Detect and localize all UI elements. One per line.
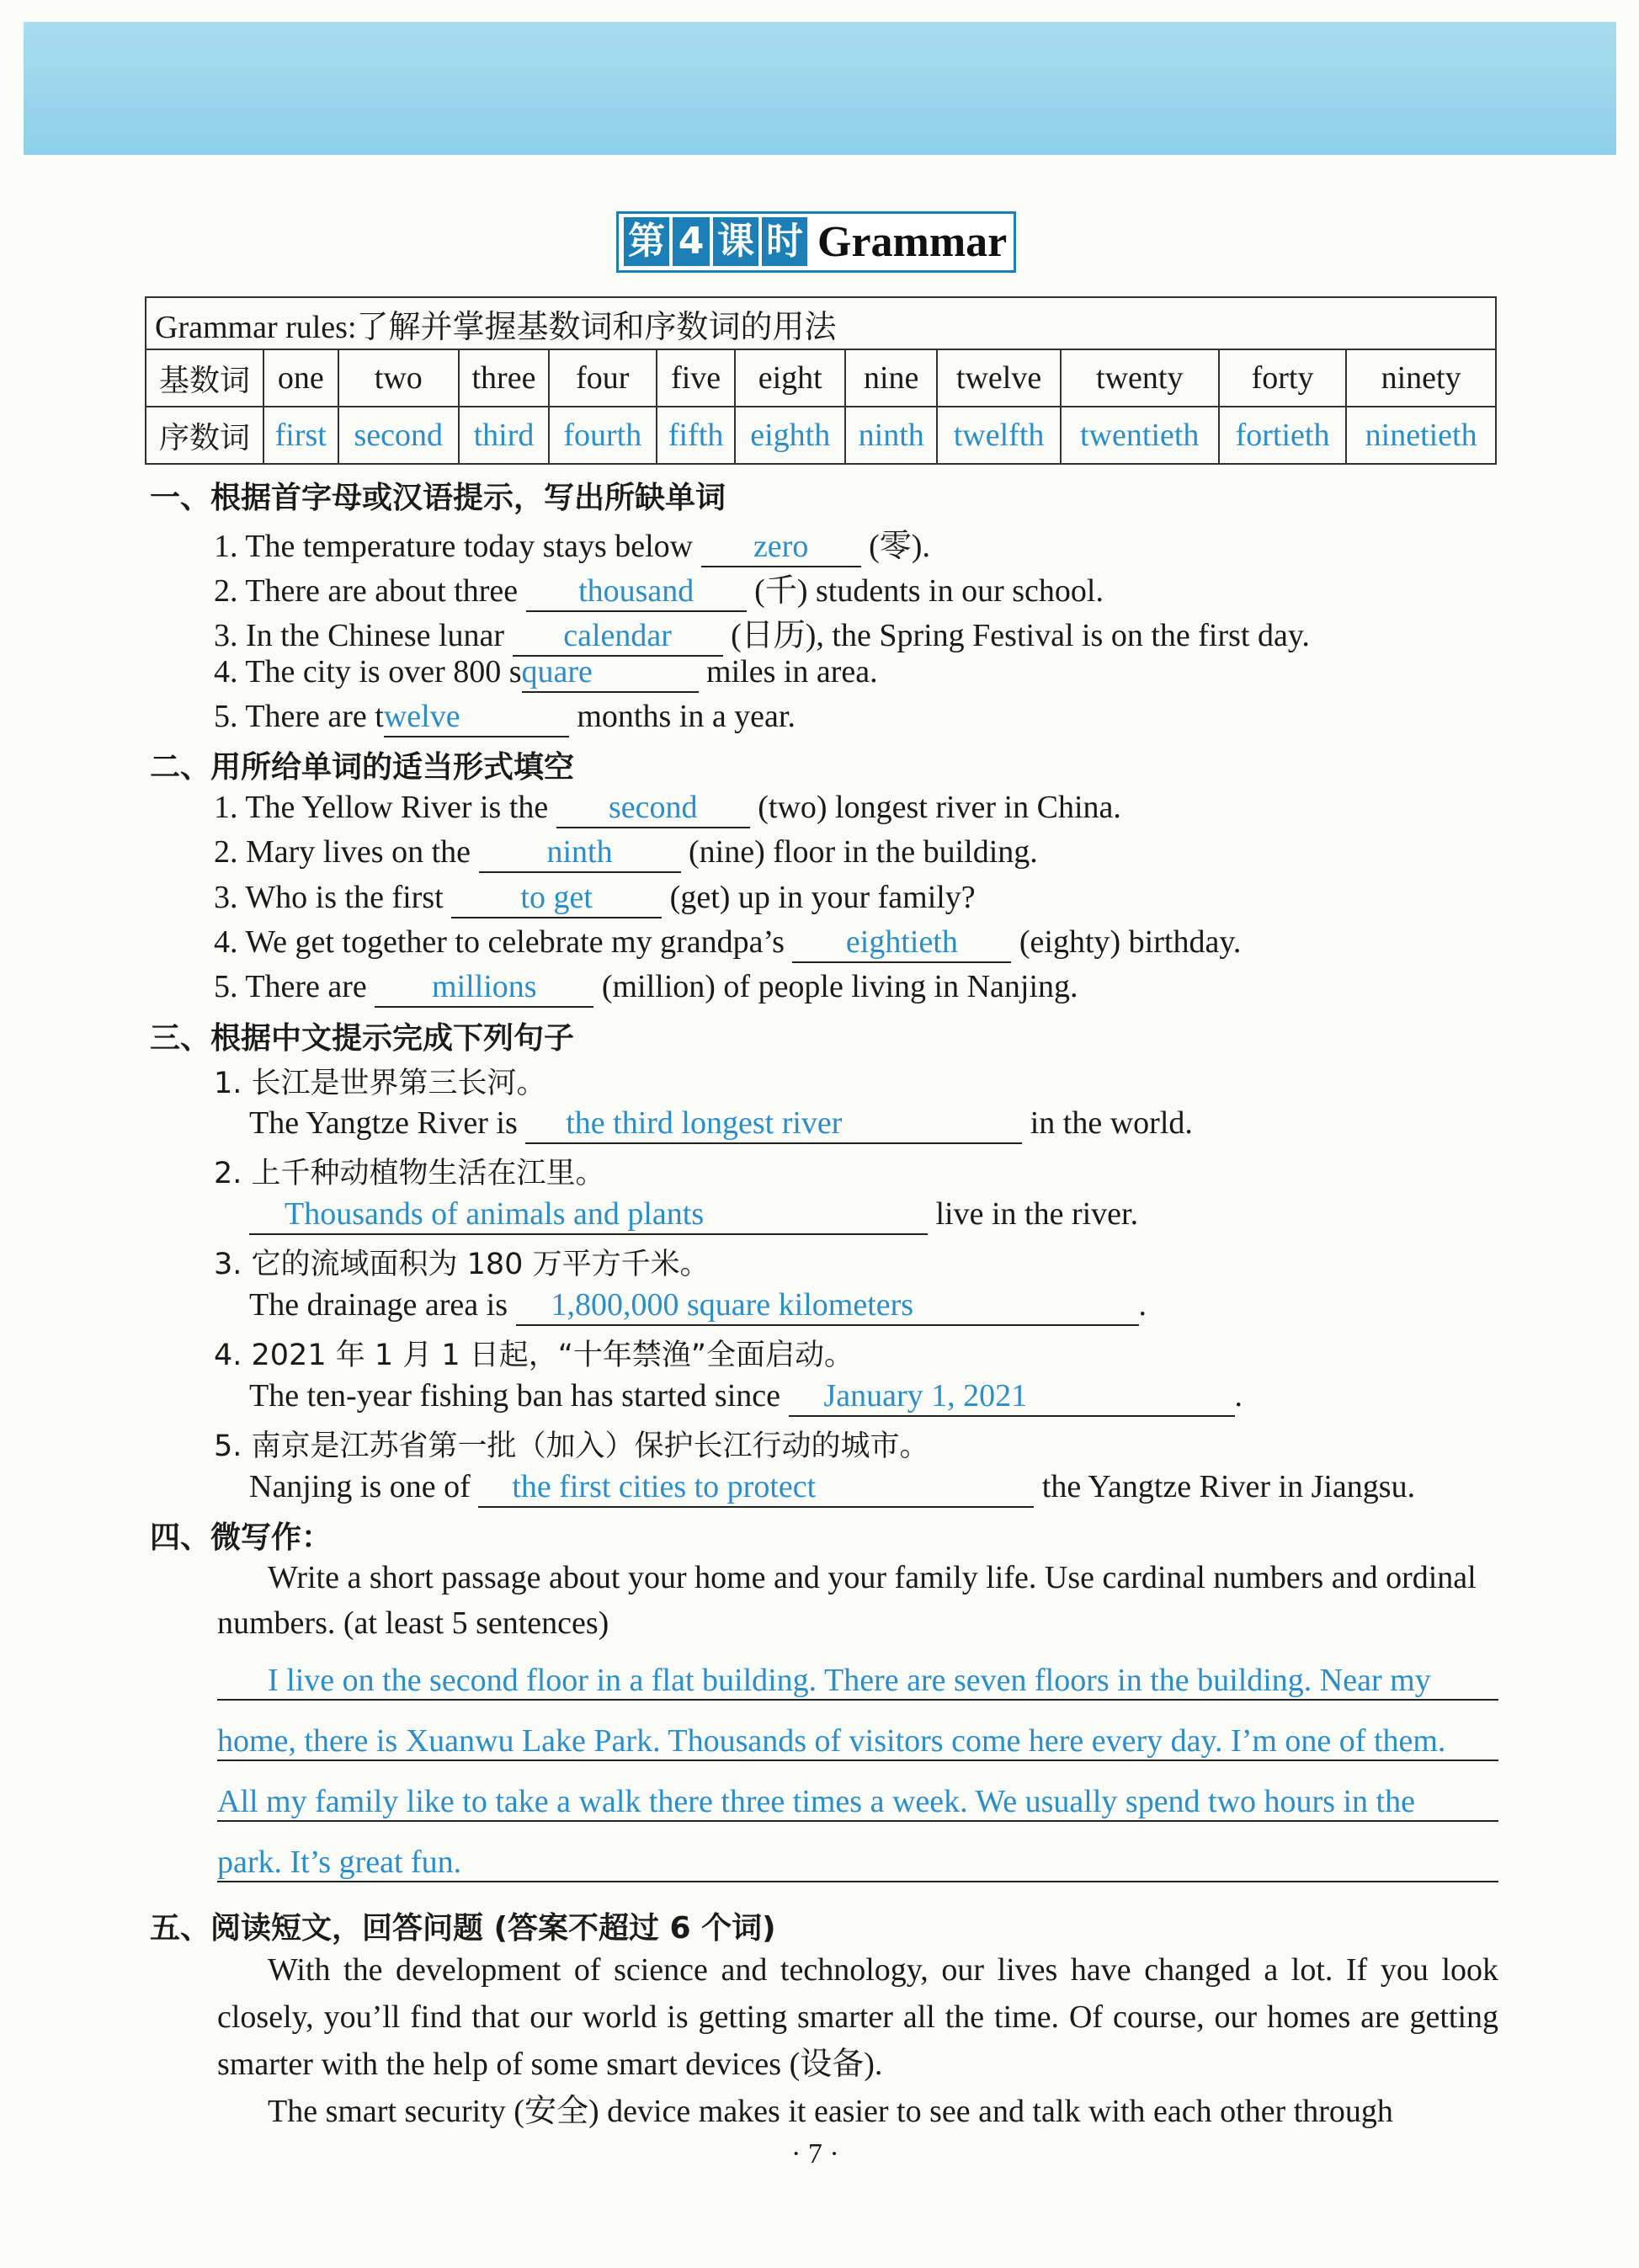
writing-answer-line[interactable]: park. It’s great fun.: [217, 1844, 1498, 1882]
item-text: (日历), the Spring Festival is on the first day.: [722, 618, 1310, 653]
section2-heading: 二、用所给单词的适当形式填空: [150, 750, 575, 785]
cardinal-header: 基数词: [146, 349, 263, 407]
item-text: 3. In the Chinese lunar: [214, 618, 513, 653]
reading-paragraph: With the development of science and technology, our lives have changed a lot. If you look closely, you’ll find that our world is getting smarter all the time. Of course, our homes are getting smarter with the help of some smart devices (设备).: [217, 1952, 1498, 2082]
lesson-title-box: [616, 211, 1016, 273]
cardinal-cell: twenty: [1061, 349, 1219, 407]
ordinal-cell: fifth: [657, 407, 736, 464]
title-char: 课: [713, 217, 758, 266]
cardinal-cell: nine: [845, 349, 938, 407]
answer-blank[interactable]: welve: [384, 699, 569, 737]
exercise-item: [214, 833, 1038, 873]
answer-blank[interactable]: zero: [701, 529, 861, 567]
item-text: 2. Mary lives on the: [214, 834, 479, 870]
title-text: Grammar: [817, 217, 1008, 266]
exercise-item: [249, 1105, 1193, 1144]
ordinal-cell: ninth: [845, 407, 938, 464]
exercise-item: [214, 789, 1121, 828]
exercise-item: [249, 1468, 1415, 1508]
item-text: 4. The city is over 800 s: [214, 654, 522, 689]
writing-answer-line[interactable]: All my family like to take a walk there three times a week. We usually spend two hours in the: [217, 1783, 1498, 1822]
answer-blank[interactable]: ninth: [479, 834, 681, 873]
item-text: 5. There are: [214, 969, 375, 1004]
item-text: in the world.: [1022, 1105, 1193, 1141]
item-text: 4. We get together to celebrate my grandpa’s: [214, 924, 793, 960]
cardinal-cell: forty: [1219, 349, 1346, 407]
item-text: (零).: [860, 529, 930, 564]
item-text: .: [1138, 1287, 1147, 1323]
cardinal-cell: eight: [735, 349, 844, 407]
cardinal-row: [146, 349, 1496, 407]
chinese-prompt: 4. 2021 年 1 月 1 日起，“十年禁渔”全面启动。: [214, 1339, 854, 1372]
title-char: 时: [762, 217, 807, 266]
chinese-prompt: 5. 南京是江苏省第一批（加入）保护长江行动的城市。: [214, 1429, 929, 1463]
item-text: 3. Who is the first: [214, 880, 452, 915]
cardinal-cell: three: [459, 349, 549, 407]
exercise-item: [214, 564, 1104, 612]
item-text: 1. The temperature today stays below: [214, 529, 701, 564]
ordinal-cell: ninetieth: [1346, 407, 1496, 464]
ordinal-cell: eighth: [735, 407, 844, 464]
page-number: · 7 ·: [791, 2138, 839, 2170]
item-text: 1. The Yellow River is the: [214, 790, 556, 825]
cardinal-cell: twelve: [937, 349, 1060, 407]
answer-blank[interactable]: 1,800,000 square kilometers: [516, 1287, 1139, 1326]
exercise-item: [214, 519, 930, 567]
exercise-item: [214, 968, 1078, 1008]
ordinal-row: [146, 407, 1496, 464]
answer-blank[interactable]: second: [556, 790, 750, 828]
ordinal-cell: twelfth: [937, 407, 1060, 464]
answer-blank[interactable]: eightieth: [792, 924, 1011, 963]
answer-blank[interactable]: to get: [451, 880, 662, 918]
item-text: .: [1234, 1378, 1243, 1414]
item-text: The ten-year fishing ban has started since: [249, 1378, 789, 1414]
answer-blank[interactable]: the first cities to protect: [478, 1469, 1034, 1508]
answer-blank[interactable]: the third longest river: [525, 1105, 1022, 1144]
cardinal-cell: four: [549, 349, 657, 407]
title-char: 第: [624, 217, 669, 266]
item-text: The drainage area is: [249, 1287, 516, 1323]
cardinal-cell: ninety: [1346, 349, 1496, 407]
ordinal-cell: fortieth: [1219, 407, 1346, 464]
answer-blank[interactable]: millions: [375, 969, 593, 1008]
reading-paragraph: The smart security (安全) device makes it easier to see and talk with each other through: [268, 2094, 1393, 2129]
item-text: months in a year.: [568, 699, 796, 734]
ordinal-cell: fourth: [549, 407, 657, 464]
writing-prompt: numbers. (at least 5 sentences): [217, 1605, 609, 1641]
ordinal-cell: third: [459, 407, 549, 464]
writing-answer-line[interactable]: home, there is Xuanwu Lake Park. Thousands of visitors come here every day. I’m one of them.: [217, 1722, 1498, 1761]
section1-heading: 一、根据首字母或汉语提示，写出所缺单词: [150, 481, 726, 515]
exercise-item: [249, 1377, 1243, 1417]
answer-blank[interactable]: quare: [522, 654, 699, 693]
ordinal-cell: second: [338, 407, 460, 464]
exercise-item: [214, 653, 878, 693]
cardinal-cell: one: [263, 349, 338, 407]
item-text: miles in area.: [698, 654, 878, 689]
title-char: 4: [673, 217, 710, 266]
item-text: (eighty) birthday.: [1011, 924, 1242, 960]
ordinal-cell: twentieth: [1061, 407, 1219, 464]
exercise-item: [214, 879, 976, 918]
item-text: The Yangtze River is: [249, 1105, 526, 1141]
grammar-rule: Grammar rules:了解并掌握基数词和序数词的用法: [146, 297, 1496, 349]
ordinal-header: 序数词: [146, 407, 263, 464]
exercise-item: [214, 924, 1241, 963]
item-text: (get) up in your family?: [662, 880, 976, 915]
answer-blank[interactable]: thousand: [526, 573, 747, 612]
chinese-prompt: 2. 上千种动植物生活在江里。: [214, 1157, 605, 1190]
writing-prompt: Write a short passage about your home and your family life. Use cardinal numbers and ordinal: [268, 1560, 1477, 1595]
item-text: (nine) floor in the building.: [680, 834, 1038, 870]
section5-heading: 五、阅读短文，回答问题 (答案不超过 6 个词): [150, 1911, 776, 1946]
item-text: (千) students in our school.: [746, 573, 1104, 609]
chinese-prompt: 3. 它的流域面积为 180 万平方千米。: [214, 1248, 710, 1281]
item-text: 5. There are t: [214, 699, 384, 734]
writing-answer-line[interactable]: I live on the second floor in a flat building. There are seven floors in the building. Near my: [217, 1662, 1498, 1701]
cardinal-cell: five: [657, 349, 736, 407]
answer-blank[interactable]: January 1, 2021: [789, 1378, 1235, 1417]
item-text: the Yangtze River in Jiangsu.: [1034, 1469, 1416, 1504]
exercise-item: [249, 1195, 1138, 1235]
item-text: Nanjing is one of: [249, 1469, 479, 1504]
section4-heading: 四、微写作：: [150, 1520, 333, 1555]
exercise-item: [249, 1286, 1147, 1326]
item-text: live in the river.: [928, 1196, 1139, 1232]
item-text: 2. There are about three: [214, 573, 526, 609]
cardinal-cell: two: [338, 349, 460, 407]
ordinal-cell: first: [263, 407, 338, 464]
chinese-prompt: 1. 长江是世界第三长河。: [214, 1067, 546, 1100]
item-text: (million) of people living in Nanjing.: [593, 969, 1078, 1004]
lesson-title: [616, 210, 1016, 273]
section3-heading: 三、根据中文提示完成下列句子: [150, 1021, 575, 1056]
answer-blank[interactable]: Thousands of animals and plants: [249, 1196, 928, 1235]
item-text: (two) longest river in China.: [749, 790, 1121, 825]
answer-blank[interactable]: calendar: [513, 618, 723, 657]
exercise-item: [214, 609, 1310, 657]
grammar-table: [145, 296, 1497, 465]
exercise-item: [214, 698, 796, 737]
